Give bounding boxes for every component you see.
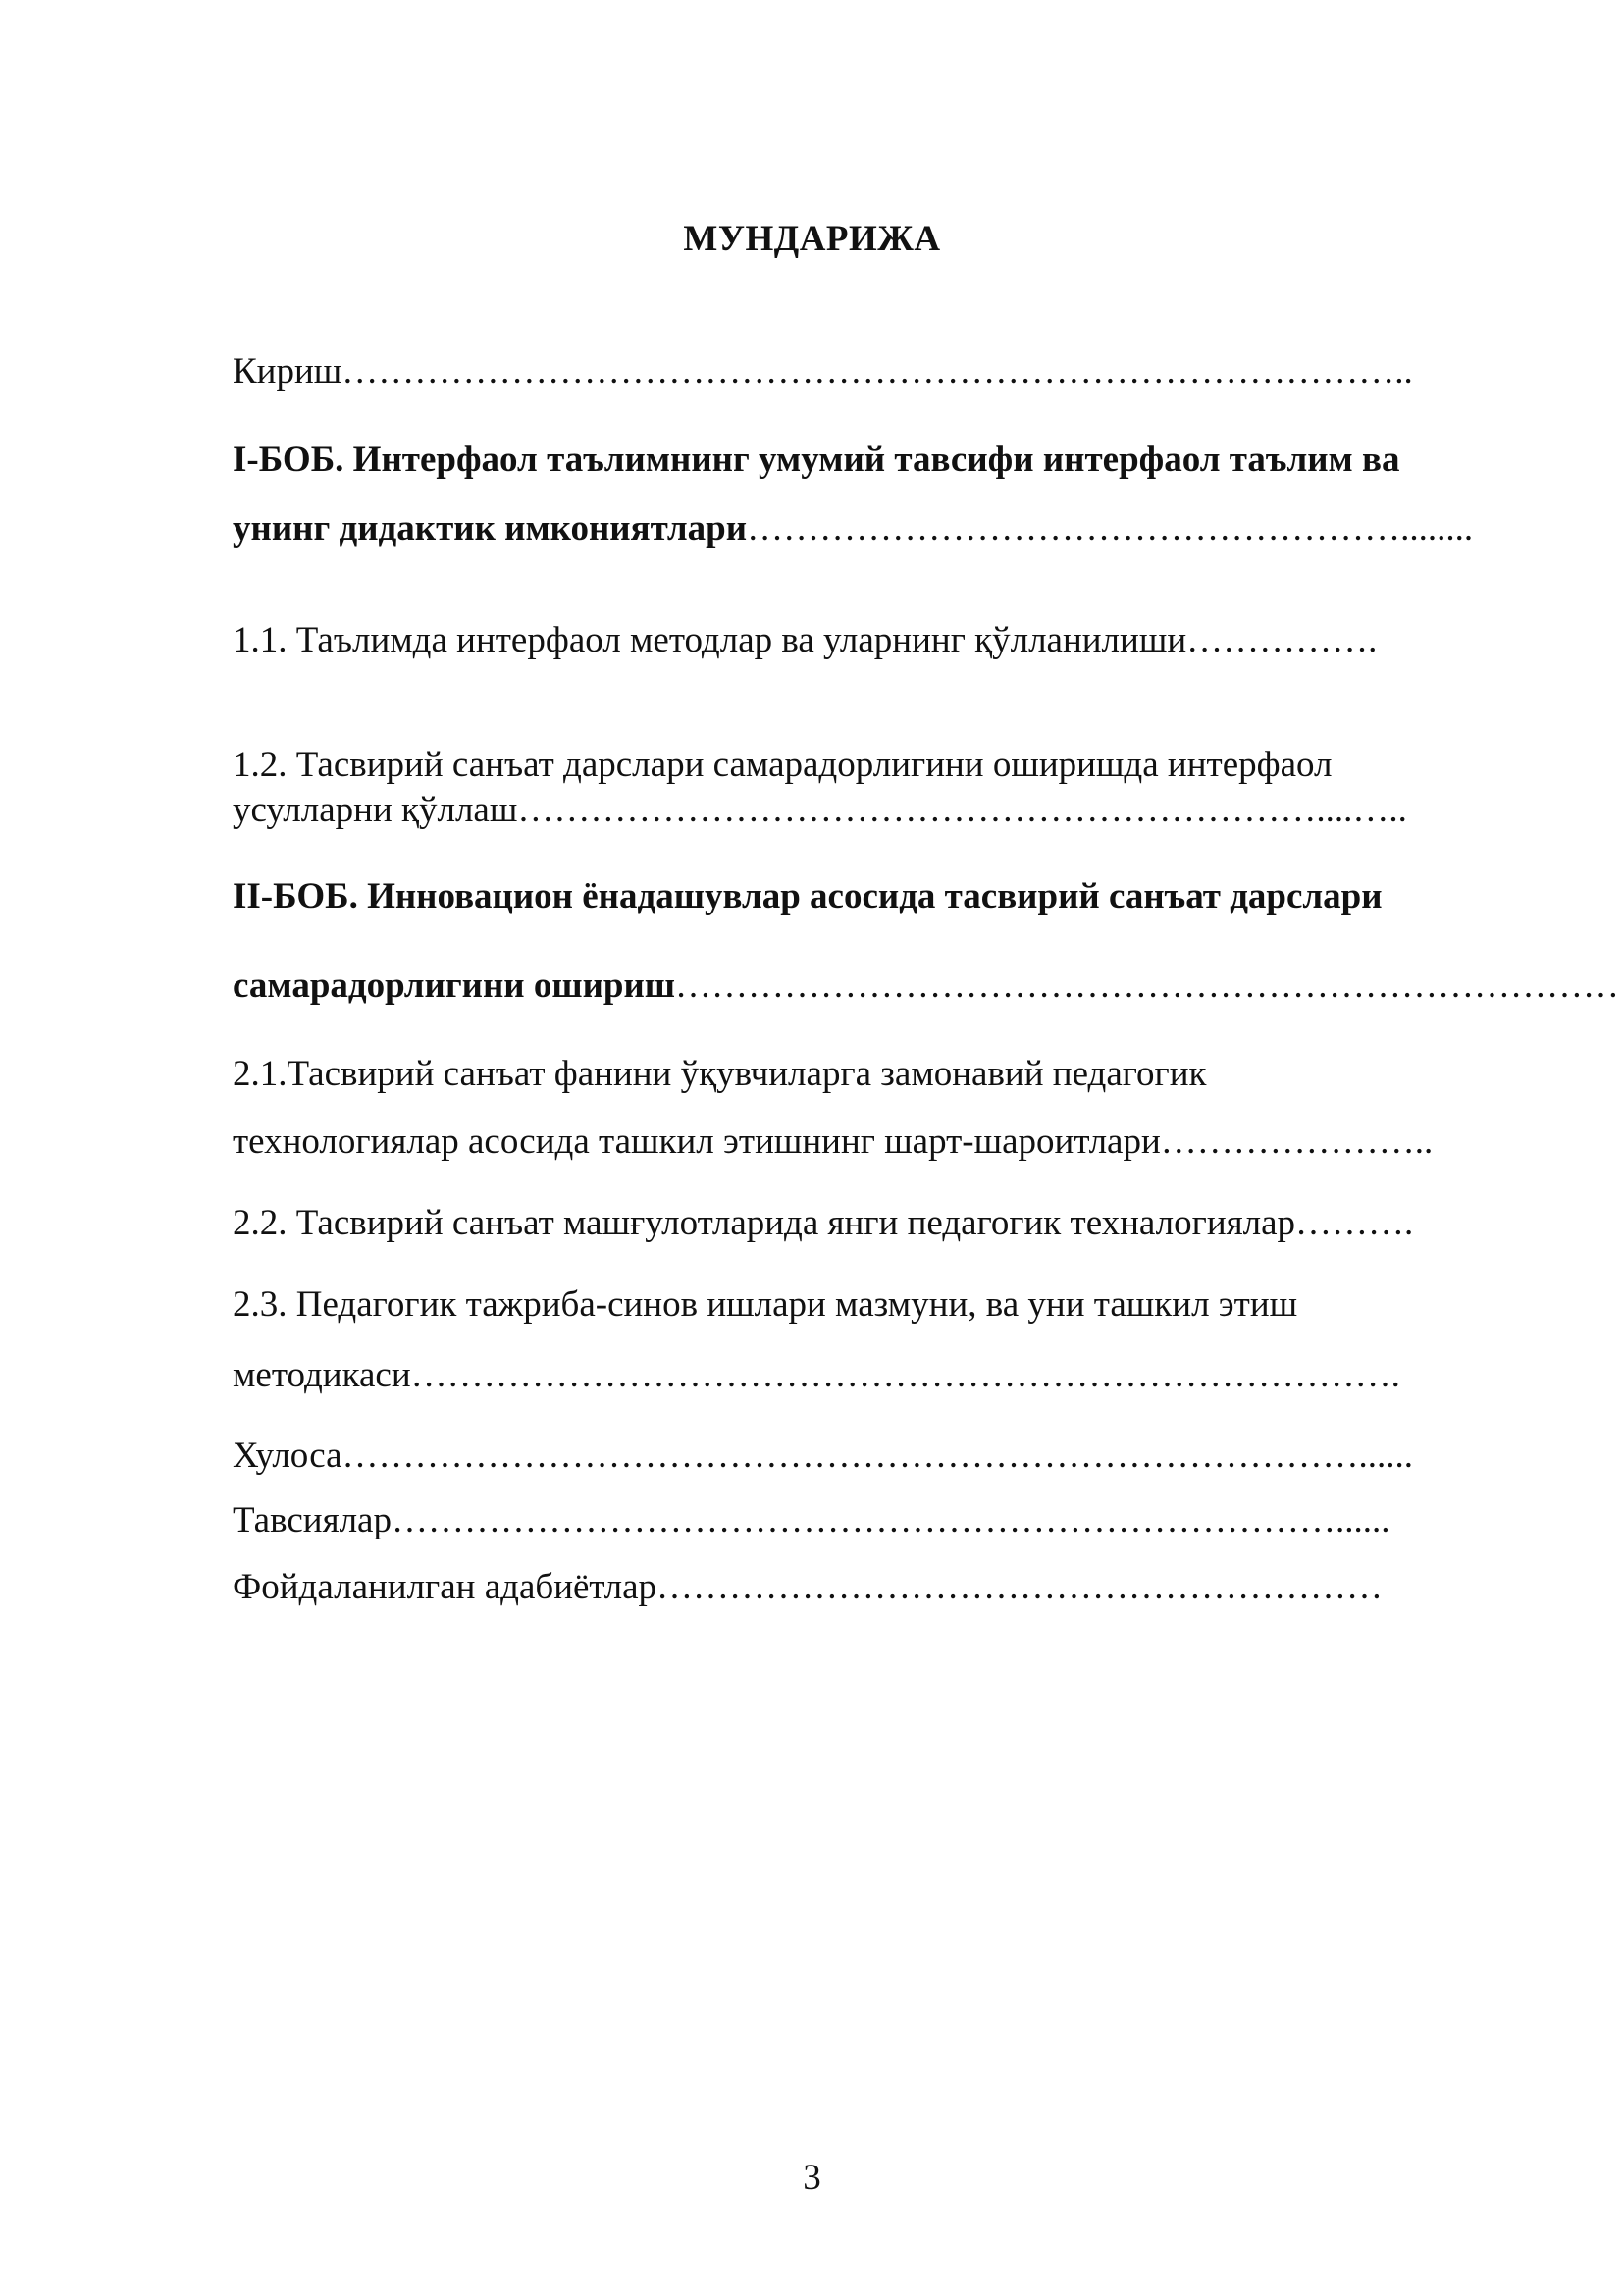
toc-section-2-1-line-1: 2.1.Тасвирий санъат фанини ўқувчиларга замонавий педагогик	[233, 1054, 1207, 1094]
page-number: 3	[803, 2158, 821, 2198]
toc-entry-intro: Кириш……………………………………………………………………………..	[233, 351, 1413, 391]
toc-entry-conclusion: Хулоса…………………………………………………………………………......	[233, 1435, 1414, 1476]
toc-section-2-3-line-2: методикаси……………………………………………………………………….	[233, 1355, 1400, 1395]
toc-chapter-1-title-end: унинг дидактик имкониятлари	[233, 508, 748, 548]
toc-section-1-2-line-1: 1.2. Тасвирий санъат дарслари самарадорлигини оширишда интерфаол	[233, 745, 1333, 785]
page-title: МУНДАРИЖА	[683, 219, 941, 259]
toc-chapter-1-line-2	[233, 507, 1473, 550]
toc-section-2-3-line-1: 2.3. Педагогик тажриба-синов ишлари мазмуни, ва уни ташкил этиш	[233, 1284, 1298, 1325]
toc-dot-leader: ……………………………………………………………………	[675, 965, 1620, 1006]
toc-dot-leader: ………………………………………………........	[747, 508, 1474, 548]
toc-chapter-1-line-1: I-БОБ. Интерфаол таълимнинг умумий тавсифи интерфаол таълим ва	[233, 440, 1400, 480]
toc-entry-recommendations: Тавсиялар……………………………………………………………………......	[233, 1500, 1390, 1540]
toc-chapter-2-line-1: II-БОБ. Инновацион ёнадашувлар асосида тасвирий санъат дарслари	[233, 876, 1383, 916]
toc-chapter-2-line-2	[233, 965, 1619, 1008]
toc-section-2-1-line-2: технологиялар асосида ташкил этишнинг шарт-шароитлари…………………..	[233, 1122, 1434, 1162]
toc-section-1-2-line-2: усулларни қўллаш…………………………………………………………....…..	[233, 790, 1407, 830]
toc-section-2-2: 2.2. Тасвирий санъат машғулотларида янги педагогик техналогиялар……….	[233, 1203, 1414, 1243]
toc-entry-references: Фойдаланилган адабиётлар……………………………………………………	[233, 1567, 1384, 1607]
toc-section-1-1: 1.1. Таълимда интерфаол методлар ва уларнинг қўлланилиши…………….	[233, 620, 1378, 660]
toc-chapter-2-title-end: самарадорлигини ошириш	[233, 965, 676, 1006]
